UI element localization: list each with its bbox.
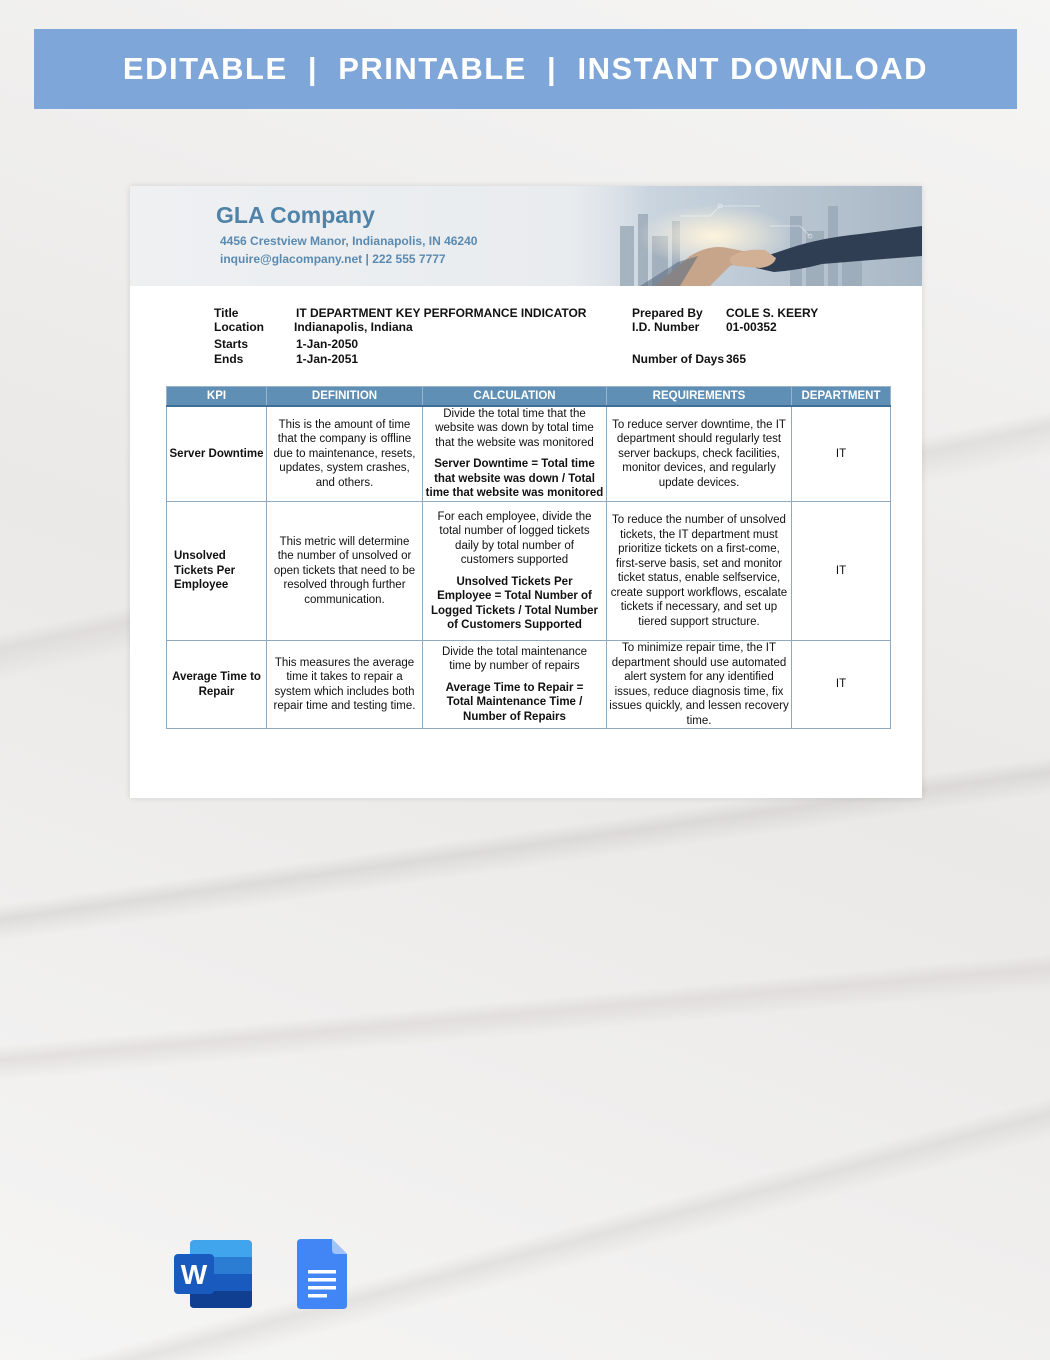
requirements-cell: To reduce the number of unsolved tickets, the IT department must prioritize tickets on a first-come, first-serve basis, set and monitor ticket status, enable selfservice, create support workflows, escalate tickets if necessary, and set up tiered support structure. [607, 502, 792, 641]
google-docs-icon[interactable] [296, 1238, 348, 1310]
info-id-value: 01-00352 [726, 320, 777, 334]
document-page [130, 186, 922, 798]
department-cell: IT [792, 406, 891, 502]
company-contact: inquire@glacompany.net | 222 555 7777 [220, 252, 446, 266]
calculation-formula: Server Downtime = Total time that website was down / Total time that website was monitored [425, 458, 604, 500]
calculation-cell [423, 502, 607, 641]
calculation-text: Divide the total time that the website was down by total time that the website was monitored [435, 407, 594, 449]
info-title-label: Title [214, 306, 239, 320]
requirements-cell: To reduce server downtime, the IT department should regularly test server backups, check facilities, monitor devices, and regularly update devices. [607, 406, 792, 502]
info-starts-label: Starts [214, 337, 249, 351]
top-banner [34, 29, 1017, 109]
info-title-value: IT DEPARTMENT KEY PERFORMANCE INDICATOR [296, 306, 587, 320]
info-ends-label: Ends [214, 352, 244, 366]
info-prepared-label: Prepared By [632, 306, 703, 320]
table-row [167, 641, 891, 729]
kpi-cell: Average Time to Repair [167, 641, 267, 729]
department-cell: IT [792, 502, 891, 641]
handshake-image [560, 186, 922, 286]
requirements-cell: To minimize repair time, the IT department should use automated alert system for any identified issues, reduce diagnosis time, fix issues quickly, and lessen recovery time. [607, 641, 792, 729]
info-location-value: Indianapolis, Indiana [294, 320, 413, 334]
banner-text: EDITABLE | PRINTABLE | INSTANT DOWNLOAD [122, 51, 929, 86]
calculation-formula: Average Time to Repair = Total Maintenance Time / Number of Repairs [445, 681, 584, 723]
document-header [130, 186, 922, 286]
calculation-cell [423, 406, 607, 502]
definition-cell: This is the amount of time that the company is offline due to maintenance, resets, updates, system crashes, and others. [267, 406, 423, 502]
kpi-cell: Unsolved Tickets Per Employee [167, 502, 267, 641]
company-name: GLA Company [216, 202, 375, 228]
info-days-label: Number of Days [632, 352, 725, 366]
header-definition: DEFINITION [267, 387, 423, 406]
calculation-text: For each employee, divide the total number of logged tickets daily by total number of customers supported [437, 510, 592, 566]
calculation-cell [423, 641, 607, 729]
definition-cell: This metric will determine the number of unsolved or open tickets that need to be resolved through further communication. [267, 502, 423, 641]
info-days-value: 365 [726, 352, 747, 366]
definition-cell: This measures the average time it takes to repair a system which includes both repair time and testing time. [267, 641, 423, 729]
calculation-text: Divide the total maintenance time by number of repairs [441, 645, 588, 673]
header-requirements: REQUIREMENTS [607, 387, 792, 406]
info-location-label: Location [214, 320, 264, 334]
svg-text:W: W [180, 1259, 208, 1290]
table-row [167, 406, 891, 502]
info-prepared-value: COLE S. KEERY [726, 306, 819, 320]
info-ends-value: 1-Jan-2051 [296, 352, 359, 366]
kpi-cell: Server Downtime [167, 406, 267, 502]
word-icon[interactable] [174, 1238, 254, 1310]
table-header-row [167, 387, 891, 406]
header-calculation: CALCULATION [423, 387, 607, 406]
department-cell: IT [792, 641, 891, 729]
calculation-formula: Unsolved Tickets Per Employee = Total Number of Logged Tickets / Total Number of Customers Supported [431, 575, 598, 631]
kpi-table [166, 386, 891, 729]
header-department: DEPARTMENT [792, 387, 891, 406]
table-row [167, 502, 891, 641]
app-icons [174, 1238, 354, 1310]
company-address: 4456 Crestview Manor, Indianapolis, IN 46240 [220, 234, 478, 248]
info-starts-value: 1-Jan-2050 [296, 337, 359, 351]
header-kpi: KPI [167, 387, 267, 406]
info-id-label: I.D. Number [632, 320, 700, 334]
